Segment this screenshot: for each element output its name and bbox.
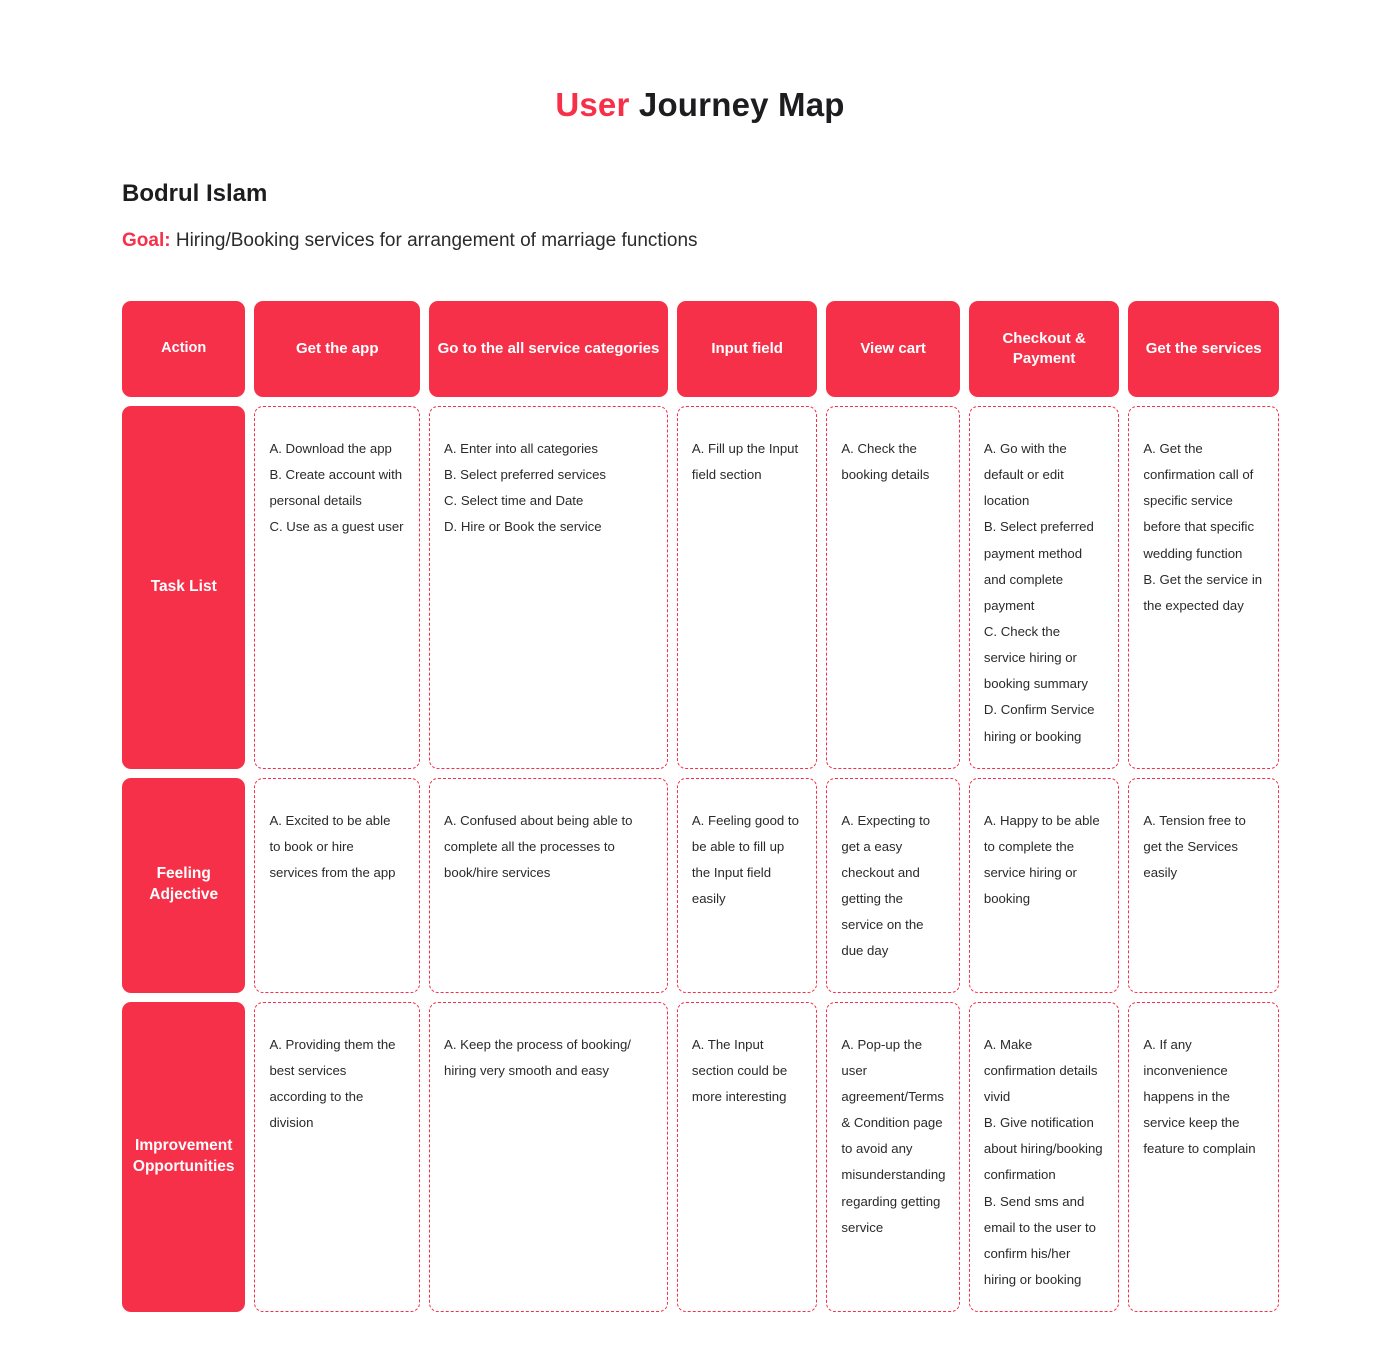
- row-improvement-opportunities: [122, 1002, 1279, 1312]
- cell-item: C. Check the service hiring or booking summary: [983, 623, 1088, 692]
- cell-item: D. Confirm Service hiring or booking: [983, 702, 1095, 744]
- cell-feeling-get-the-services: [1128, 778, 1279, 993]
- persona-name: Bodrul Islam: [122, 180, 268, 207]
- goal-text: Hiring/Booking services for arrangement of marriage functions: [170, 230, 698, 251]
- cell-item: A. Fill up the Input field section: [691, 441, 799, 483]
- cell-item: C. Use as a guest user: [269, 519, 404, 535]
- cell-feeling-input-field: [677, 778, 818, 993]
- column-header-checkout-payment: Checkout & Payment: [969, 301, 1120, 397]
- cell-task-get-the-app: [254, 406, 420, 769]
- cell-item: D. Hire or Book the service: [444, 519, 602, 535]
- cell-item: A. Keep the process of booking/ hiring very smooth and easy: [444, 1036, 631, 1078]
- cell-improvement-get-the-services: [1128, 1002, 1279, 1312]
- column-header-input-field: Input field: [677, 301, 818, 397]
- cell-item: A. Go with the default or edit location: [983, 441, 1067, 509]
- cell-improvement-service-categories: [429, 1002, 668, 1312]
- cell-item: B. Create account with personal details: [269, 467, 403, 509]
- cell-item: A. Expecting to get a easy checkout and getting the service on the due day: [841, 812, 931, 959]
- cell-improvement-input-field: [677, 1002, 818, 1312]
- cell-task-service-categories: [429, 406, 668, 769]
- row-task-list: [122, 406, 1279, 769]
- row-label-task-list: Task List: [122, 406, 245, 769]
- cell-item: A. Providing them the best services according to the division: [269, 1036, 396, 1131]
- cell-item: B. Send sms and email to the user to confirm his/her hiring or booking: [983, 1193, 1097, 1287]
- cell-task-checkout-payment: [969, 406, 1120, 769]
- journey-table: [113, 292, 1288, 1321]
- cell-feeling-service-categories: [429, 778, 668, 993]
- cell-item: B. Get the service in the expected day: [1143, 571, 1263, 613]
- cell-feeling-get-the-app: [254, 778, 420, 993]
- cell-item: A. The Input section could be more interesting: [691, 1036, 788, 1104]
- cell-feeling-checkout-payment: [969, 778, 1120, 993]
- cell-item: B. Select preferred payment method and complete payment: [983, 519, 1094, 613]
- cell-item: A. Excited to be able to book or hire services from the app: [269, 812, 396, 880]
- cell-item: C. Select time and Date: [444, 493, 584, 509]
- row-feeling-adjective: [122, 778, 1279, 993]
- cell-item: A. Pop-up the user agreement/Terms & Condition page to avoid any misunderstanding regarding getting service: [841, 1036, 946, 1235]
- cell-task-view-cart: [826, 406, 959, 769]
- cell-item: A. Get the confirmation call of specific service before that specific wedding function: [1143, 441, 1255, 561]
- cell-item: A. Confused about being able to complete all the processes to book/hire services: [444, 812, 633, 880]
- column-header-get-the-services: Get the services: [1128, 301, 1279, 397]
- cell-item: A. If any inconvenience happens in the service keep the feature to complain: [1143, 1036, 1256, 1157]
- cell-item: A. Make confirmation details vivid: [983, 1036, 1098, 1104]
- page-title-accent: User: [555, 86, 630, 123]
- page-title: [0, 0, 1400, 124]
- cell-task-get-the-services: [1128, 406, 1279, 769]
- cell-improvement-checkout-payment: [969, 1002, 1120, 1312]
- column-header-action: Action: [122, 301, 245, 397]
- row-label-improvement-opportunities: Improvement Opportunities: [122, 1002, 245, 1312]
- row-label-feeling-adjective: Feeling Adjective: [122, 778, 245, 993]
- goal-line: [0, 208, 1400, 252]
- cell-item: A. Tension free to get the Services easily: [1143, 812, 1246, 880]
- cell-item: A. Happy to be able to complete the service hiring or booking: [983, 812, 1100, 907]
- cell-item: A. Feeling good to be able to fill up the Input field easily: [691, 812, 799, 907]
- cell-item: A. Download the app: [269, 441, 392, 456]
- header-row: [122, 301, 1279, 397]
- cell-item: B. Give notification about hiring/booking confirmation: [983, 1115, 1103, 1183]
- page-title-rest: Journey Map: [629, 86, 845, 123]
- cell-item: A. Check the booking details: [841, 441, 930, 483]
- column-header-view-cart: View cart: [826, 301, 959, 397]
- cell-improvement-view-cart: [826, 1002, 959, 1312]
- cell-feeling-view-cart: [826, 778, 959, 993]
- cell-item: A. Enter into all categories: [444, 441, 598, 456]
- column-header-service-categories: Go to the all service categories: [429, 301, 668, 397]
- column-header-get-the-app: Get the app: [254, 301, 420, 397]
- cell-task-input-field: [677, 406, 818, 769]
- journey-grid: [122, 301, 1279, 1312]
- goal-label: Goal:: [122, 230, 171, 251]
- cell-item: B. Select preferred services: [444, 467, 607, 483]
- cell-improvement-get-the-app: [254, 1002, 420, 1312]
